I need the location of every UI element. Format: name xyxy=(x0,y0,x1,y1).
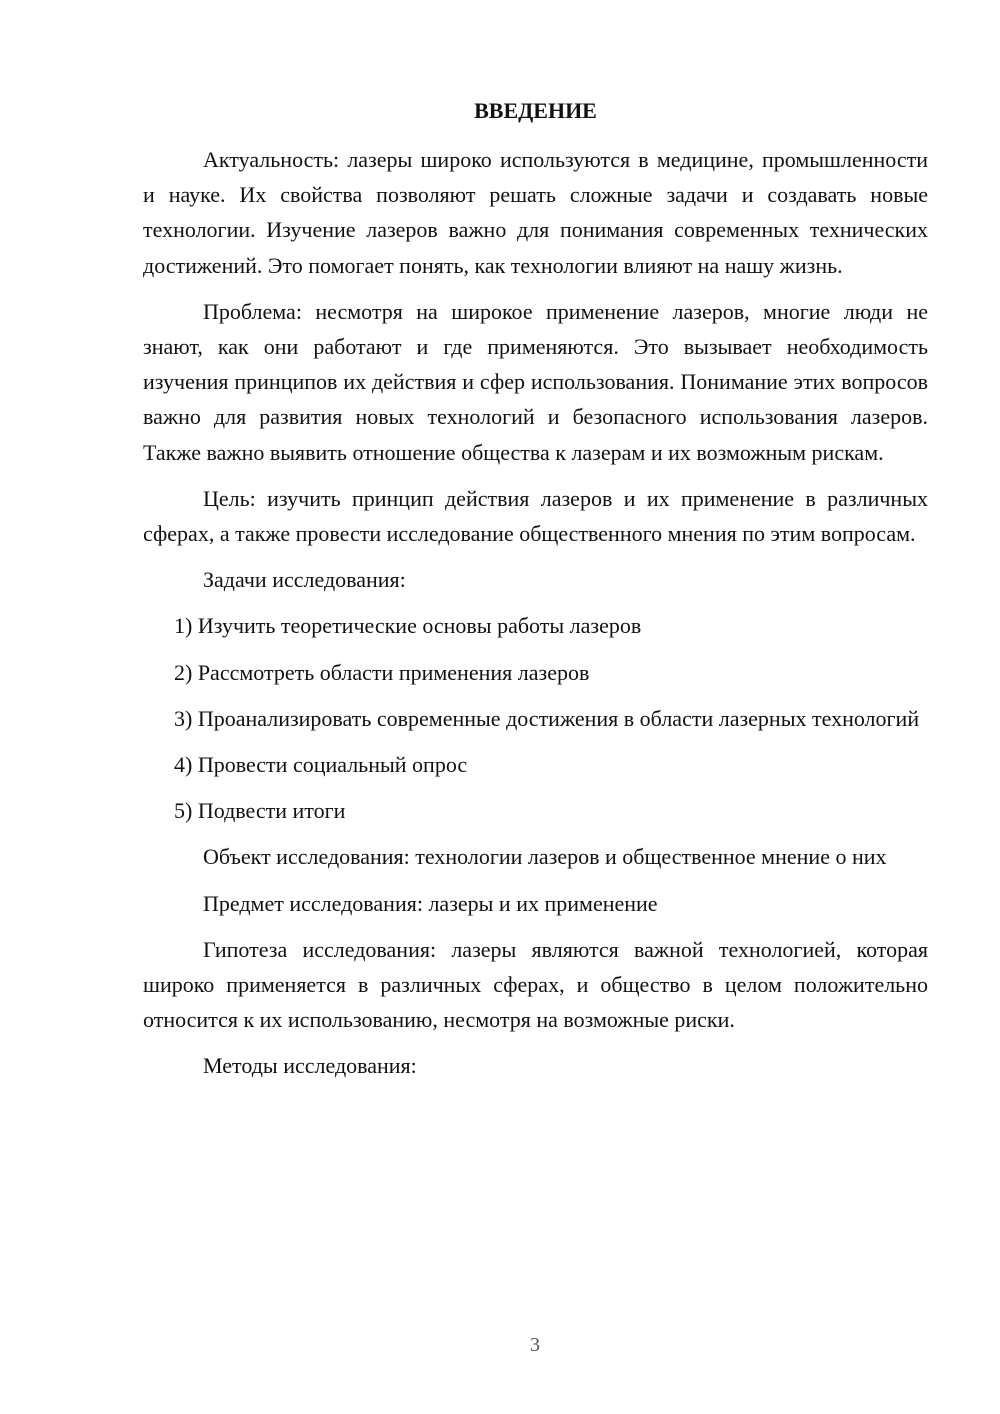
paragraph-methods: Методы исследования: xyxy=(203,1053,417,1079)
task-item-3: 3) Проанализировать современные достижения в области лазерных технологий xyxy=(174,705,920,731)
paragraph-object: Объект исследования: технологии лазеров и общественное мнение о них xyxy=(203,844,887,870)
paragraph-subject: Предмет исследования: лазеры и их применение xyxy=(203,890,658,916)
task-item-4: 4) Провести социальный опрос xyxy=(174,752,468,778)
task-item-2: 2) Рассмотреть области применения лазеров xyxy=(174,659,590,685)
paragraph-tasks-heading: Задачи исследования: xyxy=(203,567,406,593)
paragraph-hypothesis: Гипотеза исследования: лазеры являются важной технологией, которая широко применяется в различных сферах, и общество в целом положительно относится к их использованию, несмотря на возможные риски. xyxy=(143,936,928,1033)
paragraph-problem: Проблема: несмотря на широкое применение лазеров, многие люди не знают, как они работают и где применяются. Это вызывает необходимость изучения принципов их действия и сфер использования. Понимание этих вопросов важно для развития новых технологий и безопасного использования лазеров. Также важно выявить отношение общества к лазерам и их возможным рискам. xyxy=(143,298,928,465)
section-title: ВВЕДЕНИЕ xyxy=(474,98,597,123)
paragraph-goal: Цель: изучить принцип действия лазеров и их применение в различных сферах, а также провести исследование общественного мнения по этим вопросам. xyxy=(143,485,928,547)
task-item-1: 1) Изучить теоретические основы работы лазеров xyxy=(174,613,642,639)
document-body xyxy=(143,142,928,1095)
task-item-5: 5) Подвести итоги xyxy=(174,798,346,824)
page-number: 3 xyxy=(530,1334,540,1356)
paragraph-relevance: Актуальность: лазеры широко используются в медицине, промышленности и науке. Их свойства позволяют решать сложные задачи и создавать новые технологии. Изучение лазеров важно для понимания современных технических достижений. Это помогает понять, как технологии влияют на нашу жизнь. xyxy=(143,147,928,278)
